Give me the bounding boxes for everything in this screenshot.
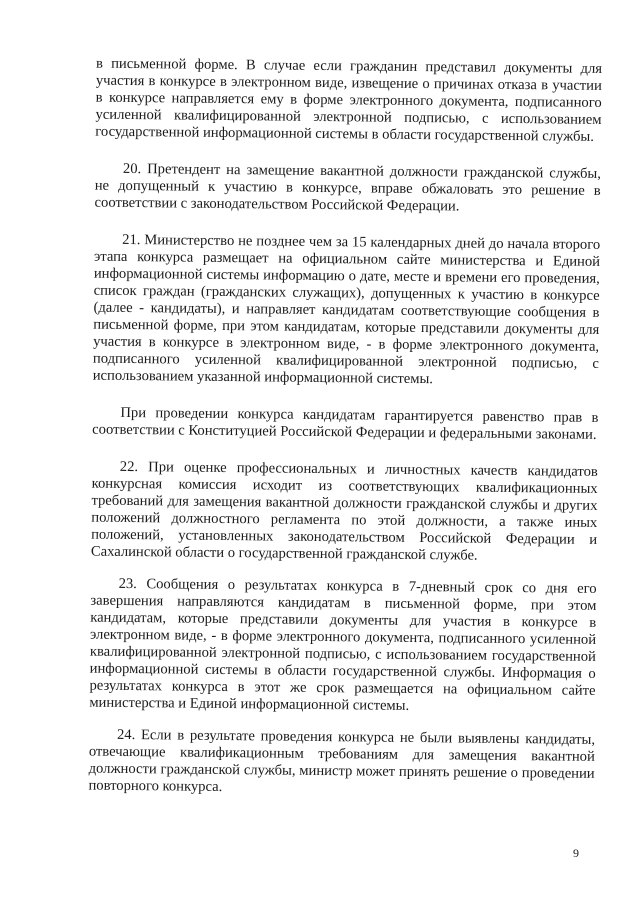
page-number: 9: [573, 846, 579, 860]
paragraph-22: 22. При оценке профессиональных и личностных качеств кандидатов конкурсная комиссия исходит из соответствующих квалификационных требований для замещения вакантной должности гражданской службы и других положений должностного регламента по этой должности, а также иных положений, установленных законодательством Российской Федерации и Сахалинской области о государственной гражданской службе.: [90, 458, 598, 564]
paragraph-21: 21. Министерство не позднее чем за 15 календарных дней до начала второго этапа конкурса размещает на официальном сайте министерства и Единой информационной системы информацию о дате, месте и времени его проведения, список граждан (гражданских служащих), допущенных к участию в конкурсе (далее - кандидаты), и направляет кандидатам соответствующие сообщения в письменной форме, при этом кандидатам, которые представили документы для участия в конкурсе в электронном виде, - в форме электронного документа, подписанного усиленной квалифицированной электронной подписью, с использованием указанной информационной системы.: [92, 231, 601, 388]
paragraph-continuation: в письменной форме. В случае если гражданин представил документы для участия в конкурсе в электронном виде, извещение о причинах отказа в участии в конкурсе направляется ему в форме электронного документа, подписанного усиленной квалифицированной электронной подписью, с использованием государственной информационной системы в области государственной службы.: [95, 55, 603, 145]
paragraph-20: 20. Претендент на замещение вакантной должности гражданской службы, не допущенный к участию в конкурсе, вправе обжаловать это решение в соответствии с законодательством Российской Федерации.: [94, 160, 602, 215]
paragraph-equality: При проведении конкурса кандидатам гарантируется равенство прав в соответствии с Конституцией Российской Федерации и федеральными законами.: [92, 404, 599, 443]
paragraph-23: 23. Сообщения о результатах конкурса в 7-дневный срок со дня его завершения направляются кандидатам в письменной форме, при этом кандидатам, которые представили документы для участия в конкурсе в электронном виде, - в форме электронного документа, подписанного усиленной квалифицированной электронной подписью, с использованием государственной информационной системы в области государственной службы. Информация о результатах конкурса в этот же срок размещается на официальном сайте министерства и Единой информационной системы.: [89, 575, 597, 714]
paragraph-24: 24. Если в результате проведения конкурса не были выявлены кандидаты, отвечающие квалификационным требованиям для замещения вакантной должности гражданской службы, министр может принять решение о проведении повторного конкурса.: [88, 726, 596, 795]
